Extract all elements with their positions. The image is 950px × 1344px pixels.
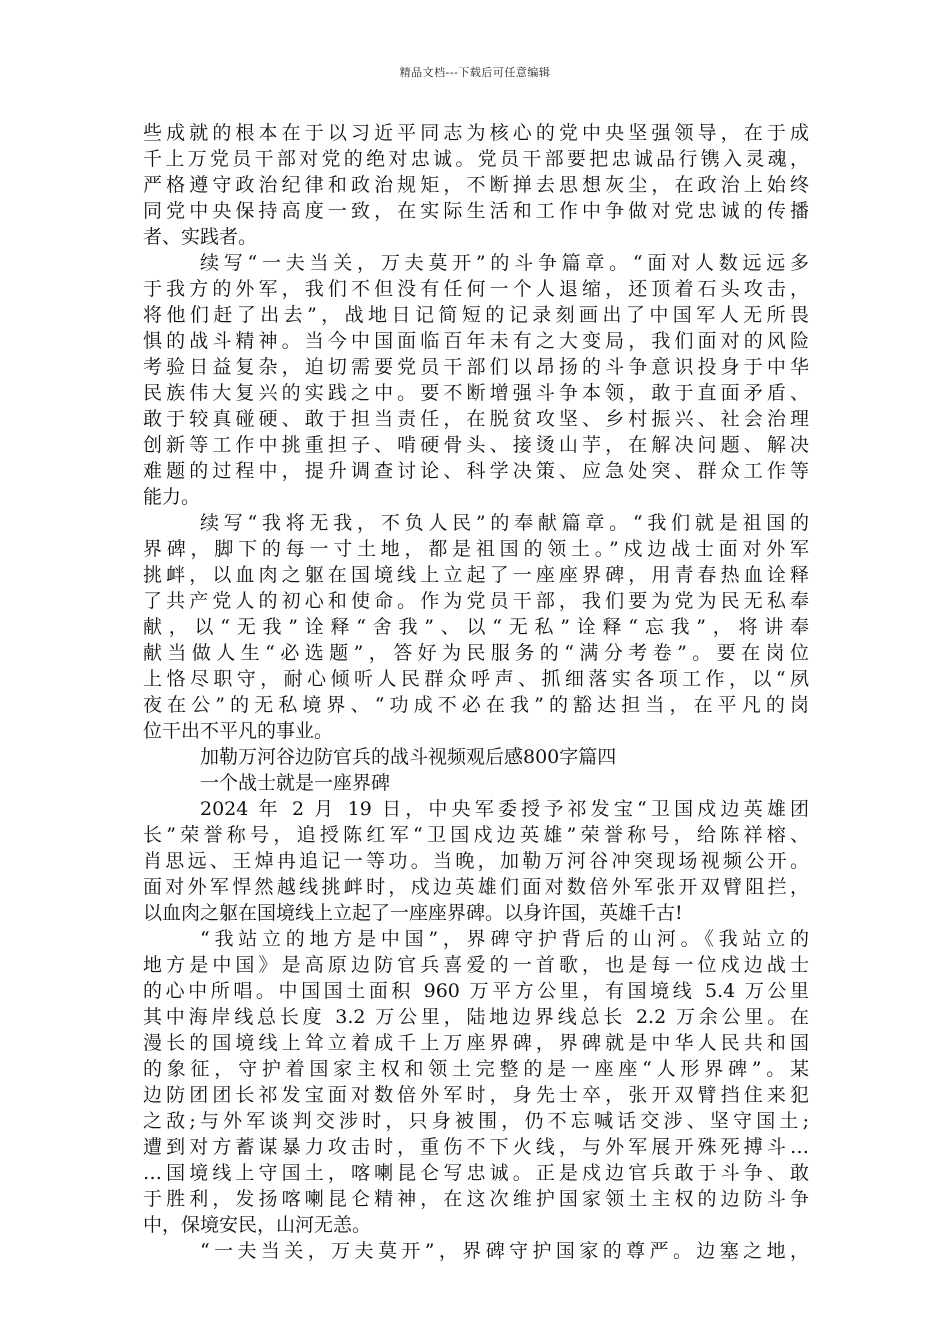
text-line: 夜在公”的无私境界、“功成不必在我”的豁达担当，在平凡的岗 [143, 694, 809, 716]
text-line: 中，保境安民，山河无恙。 [143, 1214, 372, 1236]
text-line: 挑衅，以血肉之躯在国境线上立起了一座座界碑，用青春热血诠释 [143, 564, 809, 586]
text-line: 面对外军悍然越线挑衅时，戍边英雄们面对数倍外军张开双臂阻拦， [143, 876, 809, 898]
text-line: 一个战士就是一座界碑 [200, 772, 391, 794]
text-line: 以血肉之躯在国境线上立起了一座座界碑。以身许国，英雄千古! [143, 902, 683, 924]
page-header: 精品文档---下载后可任意编辑 [399, 66, 551, 79]
text-line: 献，以“无我”诠释“舍我”、以“无私”诠释“忘我”，将讲奉 [143, 616, 809, 638]
text-line: 的心中所唱。中国国土面积 960 万平方公里，有国境线 5.4 万公里 [143, 980, 809, 1002]
text-line: 考验日益复杂，迫切需要党员干部们以昂扬的斗争意识投身于中华 [143, 356, 809, 378]
text-line: 能力。 [143, 486, 201, 508]
text-line: 将他们赶了出去”，战地日记简短的记录刻画出了中国军人无所畏 [143, 304, 809, 326]
text-line: 边防团团长祁发宝面对数倍外军时，身先士卒，张开双臂挡住来犯 [143, 1084, 809, 1106]
text-line: 难题的过程中，提升调查讨论、科学决策、应急处突、群众工作等 [143, 460, 809, 482]
text-line: 长”荣誉称号，追授陈红军“卫国戍边英雄”荣誉称号，给陈祥榕、 [143, 824, 809, 846]
text-line: “我站立的地方是中国”，界碑守护背后的山河。《我站立的 [200, 928, 809, 950]
text-line: 同党中央保持高度一致，在实际生活和工作中争做对党忠诚的传播 [143, 200, 809, 222]
text-line: 的象征，守护着国家主权和领土完整的是一座座“人形界碑”。某 [143, 1058, 809, 1080]
text-line: 者、实践者。 [143, 226, 258, 248]
text-line: 严格遵守政治纪律和政治规矩，不断掸去思想灰尘，在政治上始终 [143, 174, 809, 196]
text-line: 之敌;与外军谈判交涉时，只身被围，仍不忘喊话交涉、坚守国土; [143, 1110, 809, 1132]
text-line: 民族伟大复兴的实践之中。要不断增强斗争本领，敢于直面矛盾、 [143, 382, 809, 404]
text-line: 遭到对方蓄谋暴力攻击时，重伤不下火线，与外军展开殊死搏斗… [143, 1136, 809, 1158]
text-line: “一夫当关，万夫莫开”，界碑守护国家的尊严。边塞之地， [200, 1240, 809, 1262]
text-line: 漫长的国境线上耸立着成千上万座界碑，界碑就是中华人民共和国 [143, 1032, 809, 1054]
text-line: 其中海岸线总长度 3.2 万公里，陆地边界线总长 2.2 万余公里。在 [143, 1006, 809, 1028]
text-line: 地方是中国》是高原边防官兵喜爱的一首歌，也是每一位戍边战士 [143, 954, 809, 976]
text-line: 于胜利，发扬喀喇昆仑精神，在这次维护国家领土主权的边防斗争 [143, 1188, 809, 1210]
text-line: 于我方的外军，我们不但没有任何一个人退缩，还顶着石头攻击， [143, 278, 809, 300]
text-line: 续写“我将无我，不负人民”的奉献篇章。“我们就是祖国的 [200, 512, 809, 534]
text-line: 了共产党人的初心和使命。作为党员干部，我们要为党为民无私奉 [143, 590, 809, 612]
text-line: 2024 年 2 月 19 日，中央军委授予祁发宝“卫国戍边英雄团 [200, 798, 809, 820]
text-line: 界碑，脚下的每一寸土地，都是祖国的领土。”戍边战士面对外军 [143, 538, 809, 560]
text-line: 创新等工作中挑重担子、啃硬骨头、接烫山芋，在解决问题、解决 [143, 434, 809, 456]
text-line: 位干出不平凡的事业。 [143, 720, 334, 742]
text-line: 上恪尽职守，耐心倾听人民群众呼声、抓细落实各项工作，以“夙 [143, 668, 809, 690]
text-line: 肖思远、王焯冉追记一等功。当晚，加勒万河谷冲突现场视频公开。 [143, 850, 809, 872]
text-line: …国境线上守国土，喀喇昆仑写忠诚。正是戍边官兵敢于斗争、敢 [143, 1162, 809, 1184]
text-line: 加勒万河谷边防官兵的战斗视频观后感800字篇四 [200, 746, 617, 768]
text-line: 敢于较真碰硬、敢于担当责任，在脱贫攻坚、乡村振兴、社会治理 [143, 408, 809, 430]
text-line: 献当做人生“必选题”，答好为民服务的“满分考卷”。要在岗位 [143, 642, 809, 664]
text-line: 些成就的根本在于以习近平同志为核心的党中央坚强领导，在于成 [143, 122, 809, 144]
text-line: 惧的战斗精神。当今中国面临百年未有之大变局，我们面对的风险 [143, 330, 809, 352]
text-line: 千上万党员干部对党的绝对忠诚。党员干部要把忠诚品行镌入灵魂， [143, 148, 809, 170]
article-body [143, 120, 809, 1264]
text-line: 续写“一夫当关，万夫莫开”的斗争篇章。“面对人数远远多 [200, 252, 809, 274]
